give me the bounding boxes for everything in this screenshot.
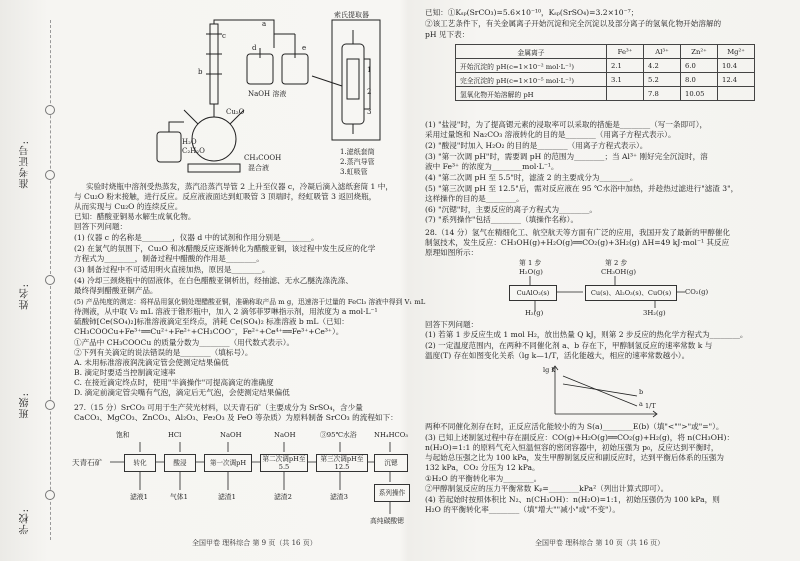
q26-line: 方程式为________，制备过程中醋酸的作用是________。 [74,254,264,263]
q27-line: 液中 Fe³⁺ 的浓度为________mol·L⁻¹。 [425,162,559,171]
school-label: 学校: [20,508,31,535]
exam-no-label: 准考证号: [20,140,31,189]
q26-option: C. 在接近滴定终点时，使用"半滴操作"可提高滴定的准确度 [74,378,274,387]
line-a-label: a [639,400,643,408]
q28b-line: (4) 若起始时按照体积比 N₂、n(CH₃OH)：n(H₂O)=1:1，初始压强仍为 100 kPa，则 [425,495,720,504]
q26-option: A. 未用标准溶液润洗滴定管会使测定结果偏低 [74,358,229,367]
reagent: NaOH [274,431,296,439]
output: 气体1 [170,493,188,501]
q27-line: 这样操作的目的是________。 [425,194,524,203]
naoh-label: NaOH 溶液 [248,90,287,98]
table-cell: 6.0 [681,59,718,73]
table-row [456,73,755,87]
intro-line: 从而实现与 Cu₂O 的连续反应。 [74,202,183,211]
binding-hole [45,105,55,115]
step2-label: 第 2 步 [605,259,628,267]
co2-out: CO₂(g) [685,288,709,296]
q28b-line: (3) 已知上述制氢过程中存在副反应：CO(g)+H₂O(g)══CO₂(g)+H₂(g)，将 n(CH₃OH)： [425,433,735,442]
output: 滤渣2 [274,493,292,501]
label-a: a [262,20,267,28]
series-op-box: 系列操作 [374,484,410,502]
label-1: 1 [367,66,372,74]
table-header-cell: 金属离子 [456,45,607,59]
q26-line: ②下列有关滴定的说法错误的是________（填标号）。 [74,348,253,357]
step-box: 第三次调pH至12.5 [316,454,368,472]
mix-2: C₂H₂O [182,147,205,155]
q28b-line: ①H₂O 的平衡转化率为________。 [425,474,542,483]
q28b-line: n(H₂O)=1:1 的原料气充入恒温恒容的密闭容器中，初始压强为 p₀，反应达到平衡时， [425,443,719,452]
binding-hole [45,170,55,180]
q26-line: 硫酸铈[Ce(SO₄)₂]标准溶液滴定至终点，消耗 Ce(SO₄)₂ 标准溶液 b mL（已知： [74,317,349,326]
q27-line: 采用过量饱和 Na₂CO₃ 溶液转化的目的是________（用离子方程式表示）。 [425,130,676,139]
label-3: 3 [367,108,372,116]
q27-line: (2) "酸浸"时加入 H₂O₂ 的目的是________（用离子方程式表示）。 [425,141,648,150]
q27-line: (6) "沉锶"时，主要反应的离子方程式为________。 [425,205,598,214]
start-material: 天青石矿 [72,458,103,467]
q26-line: (3) 制备过程中不可适用明火直接加热，原因是________。 [74,265,270,274]
part-2: 2.蒸汽导管 [340,158,375,166]
page-footer: 全国甲卷 理科综合 第 10 页（共 16 页） [535,539,665,547]
q27-line: (7) "系列操作"包括________（填操作名称）。 [425,215,579,224]
q26-option: B. 滴定时要适当控制滴定速率 [74,368,176,377]
product: 高纯碳酸锶 [370,517,404,525]
step-box: 第一次调pH [204,454,252,472]
table-header-cell: Al³⁺ [644,45,681,59]
lgk-graph [545,362,665,420]
q28b-line: 与起始总压强之比为 100 kPa，发生甲醇制氢反应和副反应时，达到平衡后体系的压强为 [425,453,724,462]
table-header-cell: Fe³⁺ [607,45,644,59]
label-d: d [252,44,257,52]
q27-line: (5) "第三次调 pH 至 12.5"后，需对反应液在 95 ℃水浴中加热，并趁热过滤进行"滤渣 3"， [425,184,739,193]
binding-hole [45,400,55,410]
class-label: 班级: [20,392,31,419]
h2-out: 3H₂(g) [643,309,666,317]
q27-intro: 27.（15 分）SrCO₃ 可用于生产荧光材料，以天青石矿（主要成分为 SrSO₄，含少量 [74,403,363,412]
output: 滤液1 [130,493,148,501]
label-b: b [198,68,203,76]
reagent: NH₄HCO₃ [374,431,409,439]
mix-3: CH₃COOH [244,154,282,162]
part-3: 3.虹吸管 [340,168,368,176]
q28-line: 回答下列问题： [425,320,479,329]
q28b-line: 132 kPa，CO₂ 分压为 12 kPa。 [425,463,540,472]
q28-intro: 原理如图所示： [425,248,479,257]
graph-xlabel: 1/T [645,402,656,410]
intro-line: 已知：醋酸亚铜易水解生成氧化物。 [74,212,196,221]
table-cell: 10.4 [718,59,755,73]
table-cell: 开始沉淀的 pH(c=1×10⁻² mol·L⁻¹) [456,59,607,73]
q28-intro: 28.（14 分）氢气在精细化工、航空航天等方面有广泛的应用，我国开发了最新的甲醇催化 [425,228,731,237]
label-e: e [302,44,307,52]
q27-line: (3) "第一次调 pH"时，需要调 pH 的范围为________；当 Al³⁺ 刚好完全沉淀时，溶 [425,152,708,161]
known-line: pH 见下表： [425,30,470,39]
mix-1: H₂O [182,138,197,146]
step-box: 酸浸 [164,454,196,472]
table-cell: 3.1 [607,73,644,87]
part-1: 1.滤纸套筒 [340,148,375,156]
graph-ylabel: lg k [543,366,556,374]
q26-line: ①产品中 CH₃COOCu 的质量分数为________（用代数式表示）。 [74,338,295,347]
line-a [563,376,637,406]
intro-line: 实验时烧瓶中溶剂受热蒸发，蒸汽沿蒸汽导管 2 上升至仪器 c，冷凝后滴入滤纸套筒 1 中， [86,182,393,191]
q27-intro: CaCO₃、MgCO₃、ZnCO₃、Al₂O₃、Fe₂O₃ 及 FeO 等杂质）为原料制备 SrCO₃ 的流程如下： [74,413,398,422]
q27-line: (1) "盐浸"时，为了提高锶元素的浸取率可以采取的措施是________（写一条即可）， [425,120,708,129]
h2-in: H₂(g) [525,309,544,317]
left-page [72,0,426,561]
table-cell [718,87,755,101]
q26-line: (2) 在氯气的氛围下，Cu₂O 和冰醋酸反应逐渐转化为醋酸亚铜，该过程中发生反应的化学 [74,244,376,253]
table-cell: 5.2 [644,73,681,87]
step-box: 第二次调pH至5.5 [260,454,308,472]
step-box: 沉锶 [374,454,408,472]
output: 滤渣3 [330,493,348,501]
binding-margin [0,0,70,561]
q28b-line: H₂O 的平衡转化率________（填"增大""减小"或"不变"）。 [425,505,620,514]
table-row [456,59,755,73]
q28-intro: 制氢技术，发生反应：CH₃OH(g)+H₂O(g)══CO₂(g)+3H₂(g) ΔH=49 kJ·mol⁻¹ 其反应 [425,238,730,247]
table-cell: 10.05 [681,87,718,101]
reagent: NaOH [220,431,242,439]
q26-option: D. 滴定前滴定管尖嘴有气泡，滴定后无气泡，会使测定结果偏低 [74,388,290,397]
table-header-cell: Zn²⁺ [681,45,718,59]
known-line: 已知：①Kₛₚ(SrCO₃)=5.6×10⁻¹⁰，Kₛₚ(SrSO₄)=3.2×10⁻⁷； [425,8,639,17]
table-row [456,87,755,101]
q26-line: (4) 冷却三颈烧瓶中的固液体，在白色醋酸亚铜析出，经抽滤、无水乙醚洗涤洗涤、 [74,276,353,285]
table-cell: 8.0 [681,73,718,87]
table-cell: 7.8 [644,87,681,101]
mechanism-diagram [505,258,715,318]
table-cell: 4.2 [644,59,681,73]
binding-hole [45,275,55,285]
table-cell: 12.4 [718,73,755,87]
q26-line: 最终得到醋酸亚铜产品。 [74,286,158,295]
q28-line: (1) 若第 1 步反应生成 1 mol H₂，放出热量 Q kJ，则第 2 步反应的热化学方程式为________。 [425,330,748,339]
mix-4: 混合液 [248,164,269,172]
line-b [563,384,637,396]
table-cell: 2.1 [607,59,644,73]
page-footer: 全国甲卷 理科综合 第 9 页（共 16 页） [192,539,317,547]
table-header-cell: Mg²⁺ [718,45,755,59]
intro-line: 与 Cu₂O 粉末接触，进行反应。反应液液面达到虹吸管 3 顶端时，经虹吸管 3 返回烧瓶， [74,192,377,201]
cualo2-box: CuAlO₂(s) [509,285,557,301]
step-box: 转化 [124,454,156,472]
reagent: 饱和 [116,431,130,439]
q26-line: (5) 产品纯度的测定：将样品用氯化铜处理醋酸亚铜，准确称取产品 m g，迅速溶于过量的 FeCl₃ 溶液中得到 V₁ mL [74,298,426,306]
output: 滤渣1 [218,493,236,501]
step1-label: 第 1 步 [519,259,542,267]
extractor-title: 索氏提取器 [334,11,369,19]
q28-line: 温度(T) 存在如图变化关系（lg k—1/T，活化能越大，相应的速率常数越小）。 [425,351,690,360]
name-label: 姓名: [20,283,31,310]
cu2o-label: Cu₂O [226,108,245,116]
intro-line: 回答下列问题： [74,222,128,231]
q28b-line: 两种不同催化剂存在时，正反应活化能较小的为 S(a)________E(b)（填"<"">"或"="）。 [425,422,724,431]
h2o-label: H₂O(g) [519,268,543,276]
apparatus-diagram [152,11,402,184]
q26-line: CH₃COOCu+Fe³⁺══Cu²⁺+Fe²⁺+CH₃COO⁻，Fe²⁺+Ce⁴⁺══Fe³⁺+Ce³⁺）。 [74,327,344,336]
right-page [425,0,795,561]
binding-hole [45,490,55,500]
table-header-row [456,45,755,59]
q26-line: 待测液，从中取 V₂ mL 溶液于锥形瓶中，加入 2 滴邻菲罗啉指示剂，用浓度为 a mol·L⁻¹ [74,307,378,316]
table-cell: 氢氧化物开始溶解的 pH [456,87,607,101]
label-c: c [222,32,226,40]
reagent: ③95℃水浴 [320,431,357,439]
ch3oh-label: CH₃OH(g) [601,268,637,276]
q28b-line: ②甲醇制氢反应的压力平衡常数 Kₚ=________kPa²（列出计算式即可）。 [425,484,669,493]
ion-ph-table [455,44,755,101]
label-2: 2 [367,88,372,96]
reagent: HCl [168,431,182,439]
process-flow [72,430,412,530]
line-b-label: b [639,388,644,396]
q26-line: (1) 仪器 c 的名称是________，仪器 d 中的试剂和作用分别是________。 [74,233,319,242]
known-line: ②该工艺条件下，有关金属离子开始沉淀和完全沉淀以及部分离子的氢氧化物开始溶解的 [425,19,722,28]
table-cell [607,87,644,101]
q28-line: (2) 一定温度范围内，在两种不同催化剂 a、b 存在下，甲醇制氢反应的速率常数 k 与 [425,341,713,350]
q27-line: (4) "第二次调 pH 至 5.5"时，滤渣 2 的主要成分为________。 [425,173,638,182]
mix-box: Cu(s)、Al₂O₃(s)、CuO(s) [585,285,677,301]
table-cell: 完全沉淀的 pH(c=1×10⁻⁵ mol·L⁻¹) [456,73,607,87]
